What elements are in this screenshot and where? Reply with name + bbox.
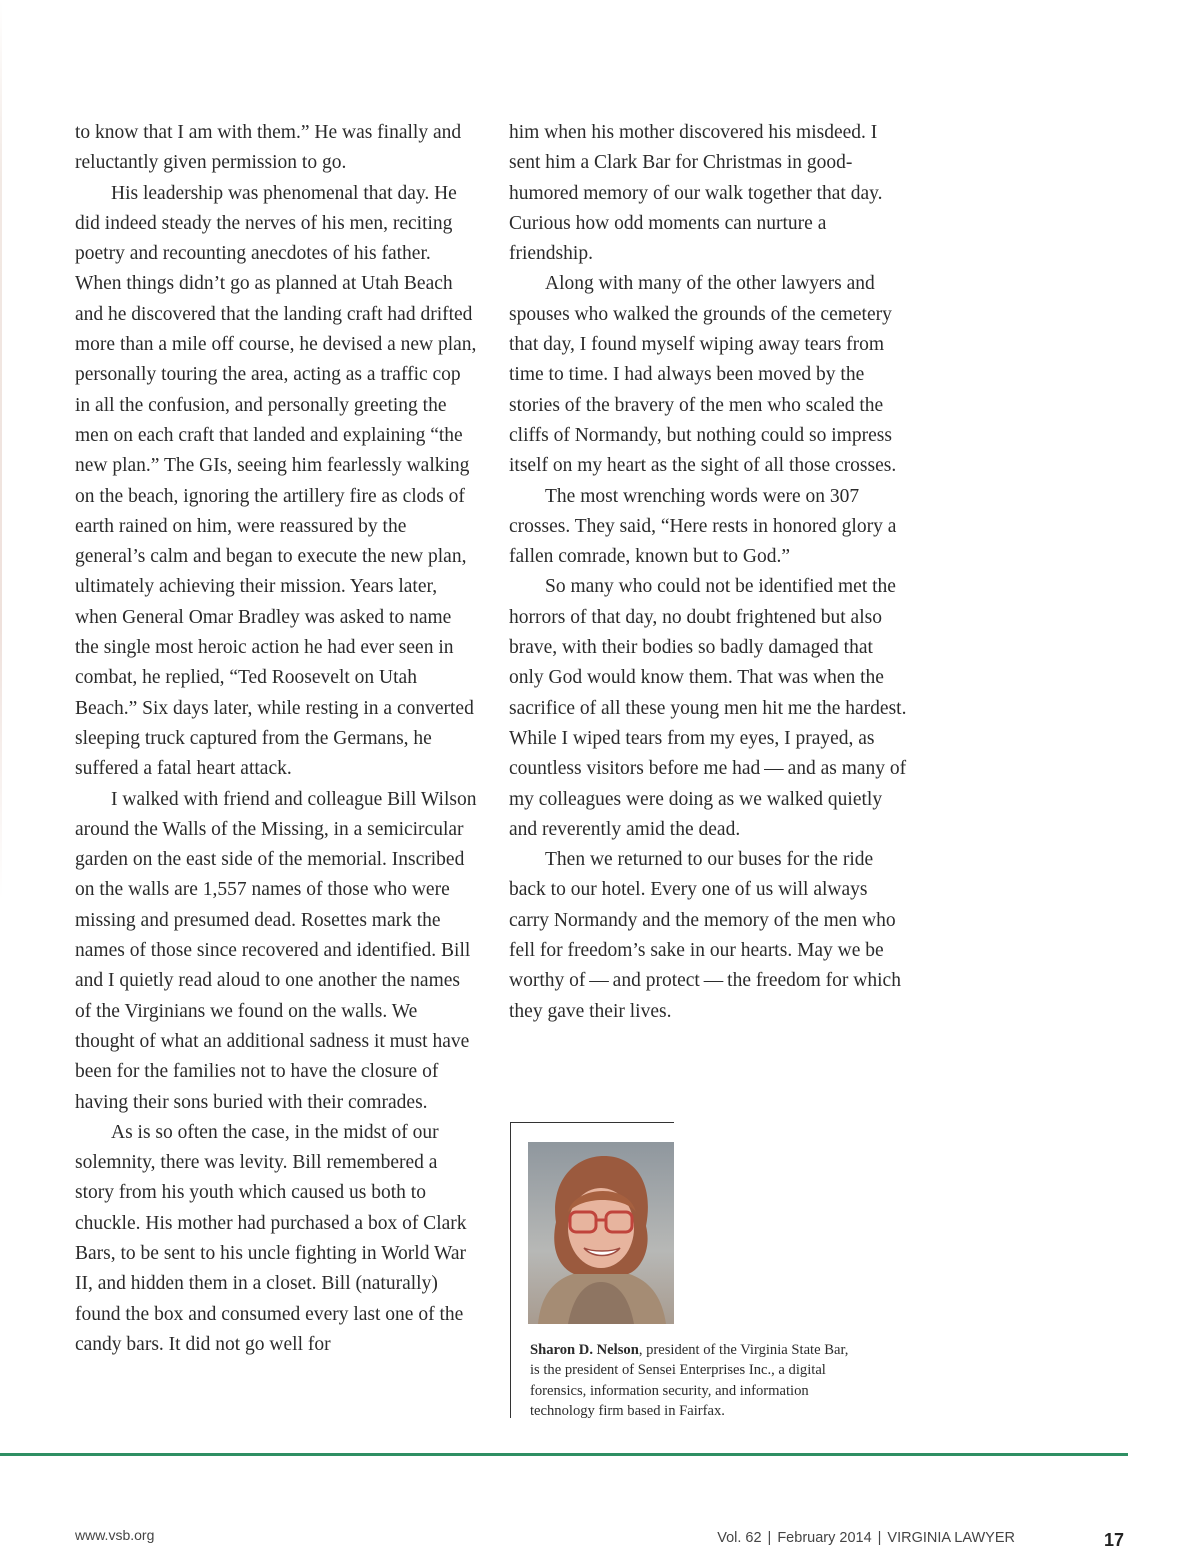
- footer-publication: VIRGINIA LAWYER: [887, 1530, 1015, 1546]
- author-bio-text: , president of the Virginia State Bar, is the president of Sensei Enterprises Inc., a digital forensics, information security, and information technology firm based in Fairfax.: [530, 1342, 849, 1419]
- author-bio-caption: [530, 1340, 850, 1421]
- author-name: Sharon D. Nelson: [530, 1342, 639, 1358]
- footer-website[interactable]: www.vsb.org: [75, 1527, 155, 1543]
- page-number: 17: [1104, 1530, 1125, 1550]
- footer-rule: [0, 1453, 1128, 1456]
- article-column-right: [509, 118, 911, 1027]
- footer-volume: Vol. 62: [717, 1530, 762, 1546]
- paragraph: I walked with friend and colleague Bill Wilson around the Walls of the Missing, in a semicircular garden on the east side of the memorial. Inscribed on the walls are 1,557 names of those who were missing and presumed dead. Rosettes mark the names of those since recovered and identified. Bill and I quietly read aloud to one another the names of the Virginians we found on the walls. We thought of what an additional sadness it must have been for the families not to have the closure of having their sons buried with their comrades.: [75, 788, 477, 1113]
- footer-separator: |: [877, 1530, 882, 1546]
- paragraph: to know that I am with them.” He was finally and reluctantly given permission to go.: [75, 122, 462, 174]
- footer-date: February 2014: [777, 1530, 872, 1546]
- paragraph: As is so often the case, in the midst of our solemnity, there was levity. Bill remembered a story from his youth which caused us both to chuckle. His mother had purchased a box of Clark Bars, to be sent to his uncle fighting in World War II, and hidden them in a closet. Bill (naturally) found the box and consumed every last one of the candy bars. It did not go well for: [75, 1121, 467, 1355]
- paragraph: him when his mother discovered his misdeed. I sent him a Clark Bar for Christmas in good-humored memory of our walk together that day. Curious how odd moments can nurture a friendship.: [509, 122, 883, 265]
- paragraph: So many who could not be identified met the horrors of that day, no doubt frightened but also brave, with their bodies so badly damaged that only God would know them. That was when the sacrifice of all these young men hit me the hardest. While I wiped tears from my eyes, I prayed, as countless visitors before me had — and as many of my colleagues were doing as we walked quietly and reverently amid the dead.: [509, 576, 907, 840]
- paragraph: Then we returned to our buses for the ride back to our hotel. Every one of us will always carry Normandy and the memory of the men who fell for freedom’s sake in our hearts. May we be worthy of — and protect — the freedom for which they gave their lives.: [509, 849, 901, 1022]
- article-column-left: [75, 118, 477, 1360]
- footer-separator: |: [767, 1530, 772, 1546]
- page-edge-mark: [0, 0, 2, 900]
- paragraph: The most wrenching words were on 307 crosses. They said, “Here rests in honored glory a fallen comrade, known but to God.”: [509, 485, 897, 568]
- paragraph: Along with many of the other lawyers and spouses who walked the grounds of the cemetery that day, I found myself wiping away tears from time to time. I had always been moved by the stories of the bravery of the men who scaled the cliffs of Normandy, but nothing could so impress itself on my heart as the sight of all those crosses.: [509, 273, 897, 477]
- author-bio-rule: [510, 1122, 674, 1123]
- footer-issue-info: [717, 1530, 1015, 1546]
- paragraph: His leadership was phenomenal that day. He did indeed steady the nerves of his men, reciting poetry and recounting anecdotes of his father. When things didn’t go as planned at Utah Beach and he discovered that the landing craft had drifted more than a mile off course, he devised a new plan, personally touring the area, acting as a traffic cop in all the confusion, and personally greeting the men on each craft that landed and explaining “the new plan.” The GIs, seeing him fearlessly walking on the beach, ignoring the artillery fire as clods of earth rained on him, were reassured by the general’s calm and began to execute the new plan, ultimately achieving their mission. Years later, when General Omar Bradley was asked to name the single most heroic action he had ever seen in combat, he replied, “Ted Roosevelt on Utah Beach.” Six days later, while resting in a converted sleeping truck captured from the Germans, he suffered a fatal heart attack.: [75, 182, 477, 780]
- author-photo: [528, 1142, 674, 1324]
